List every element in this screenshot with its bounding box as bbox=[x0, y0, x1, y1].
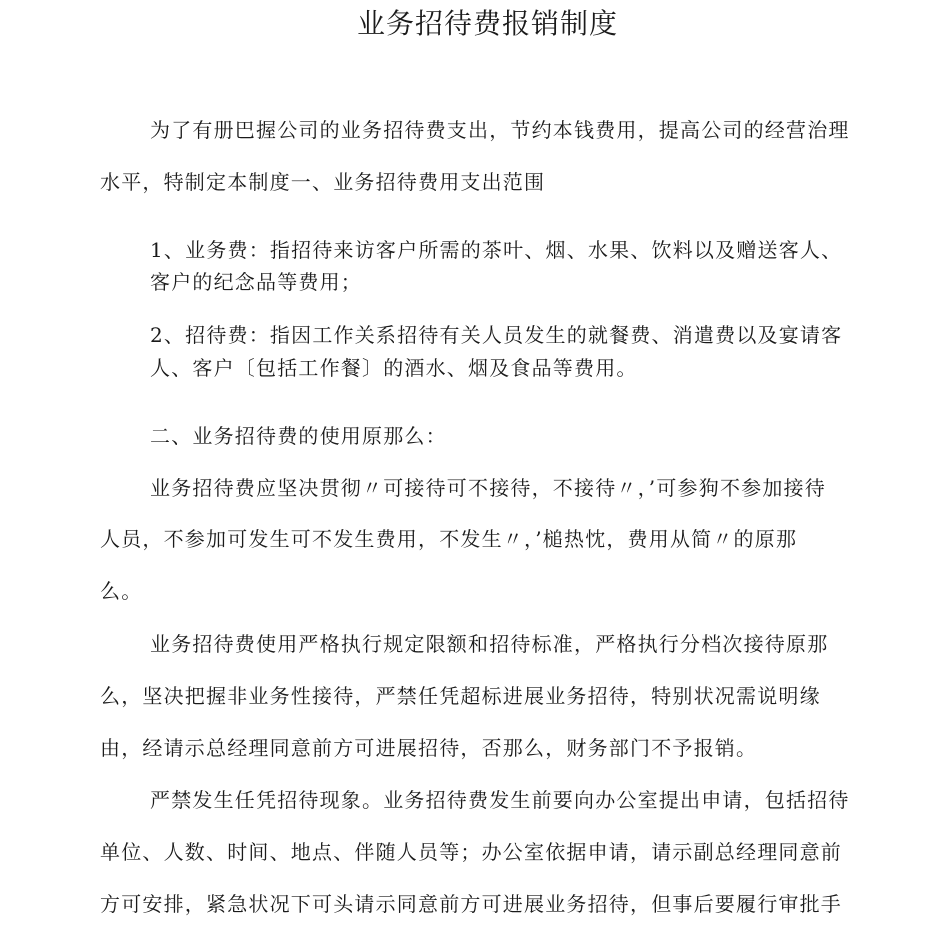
text-line: 方可安排，紧急状况下可头请示同意前方可进展业务招待，但事后要履行审批手 bbox=[100, 892, 842, 916]
text-line: 业务招待费应坚决贯彻〃可接待可不接待，不接待〃，’可参狗不参加接待 bbox=[150, 476, 826, 500]
text-line: 二、业务招待费的使用原那么： bbox=[150, 424, 447, 448]
text-line: 由，经请示总经理同意前方可进展招待，否那么，财务部门不予报销。 bbox=[100, 736, 758, 760]
text-line: 1、业务费：指招待来访客户所需的茶叶、烟、水果、饮料以及赠送客人、 bbox=[150, 238, 843, 262]
text-line: 为了有册巴握公司的业务招待费支出，节约本钱费用，提高公司的经营治理 bbox=[150, 118, 850, 142]
text-line: 业务招待费使用严格执行规定限额和招待标准，严格执行分档次接待原那 bbox=[150, 632, 829, 656]
text-line: 水平，特制定本制度一、业务招待费用支出范围 bbox=[100, 170, 546, 194]
text-line: 单位、人数、时间、地点、伴随人员等；办公室依据申请，请示副总经理同意前 bbox=[100, 840, 842, 864]
text-line: 么，坚决把握非业务性接待，严禁任凭超标进展业务招待，特别状况需说明缘 bbox=[100, 684, 821, 708]
text-line: 人员，不参加可发生可不发生费用，不发生〃，’槌热忱，费用从简〃的原那 bbox=[100, 527, 798, 551]
text-line: 严禁发生任凭招待现象。业务招待费发生前要向办公室提出申请，包括招待 bbox=[150, 788, 850, 812]
text-line: 2、招待费：指因工作关系招待有关人员发生的就餐费、消遣费以及宴请客 bbox=[150, 323, 843, 347]
text-line: 么。 bbox=[100, 579, 143, 603]
text-line: 客户的纪念品等费用； bbox=[150, 270, 362, 294]
text-line: 人、客户〔包括工作餐〕的酒水、烟及食品等费用。 bbox=[150, 356, 638, 380]
document-title: 业务招待费报销制度 bbox=[356, 7, 618, 40]
